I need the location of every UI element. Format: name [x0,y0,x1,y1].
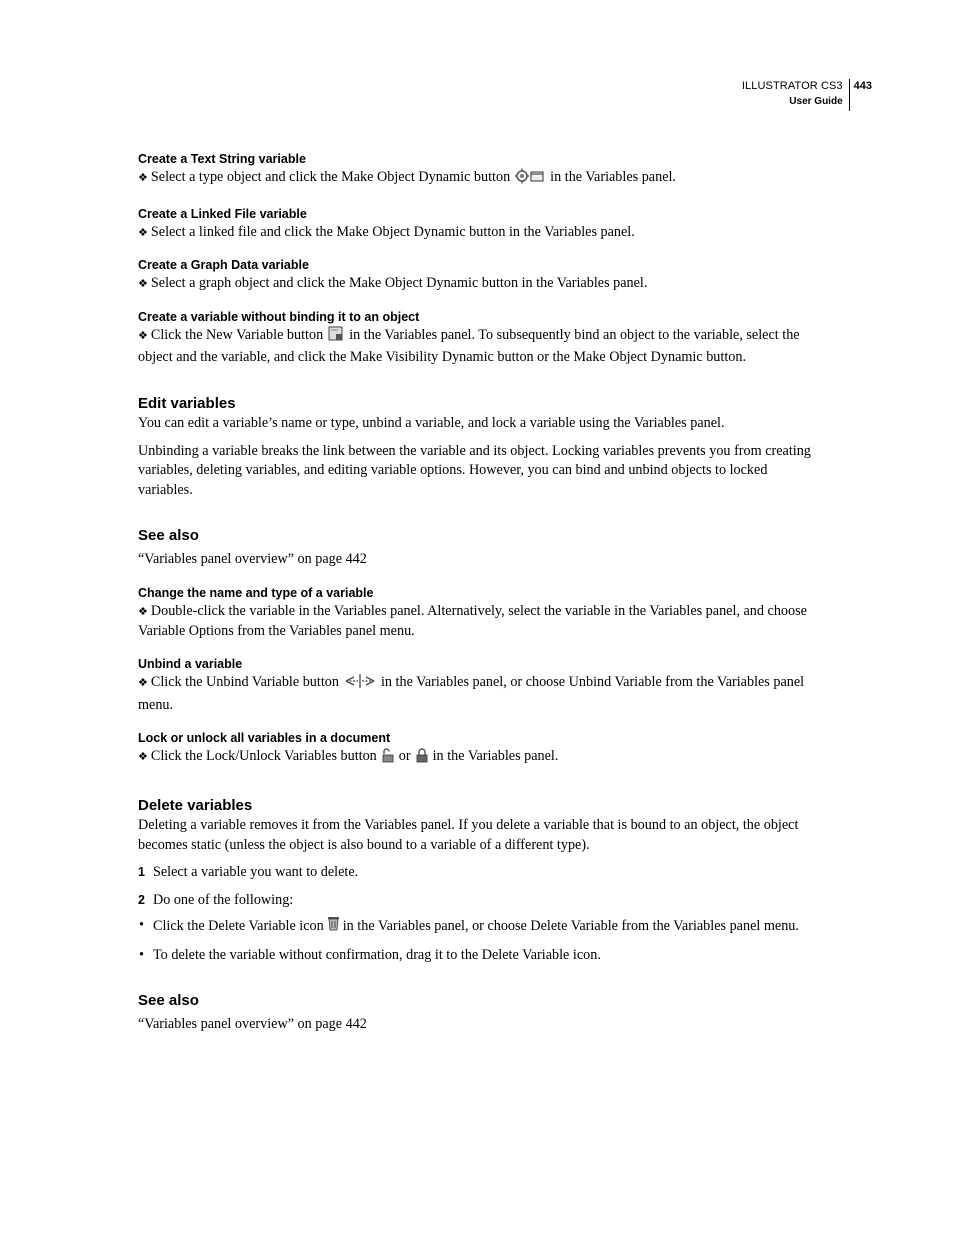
heading-delete-variables: Delete variables [138,796,253,814]
heading-see-also: See also [138,527,199,545]
page-number: 443 [853,80,872,92]
step-change-name [138,602,818,641]
step-marker: ❖ [138,750,148,764]
step-marker: ❖ [138,225,148,239]
subhead-no-binding: Create a variable without binding it to an object [138,309,420,324]
step-text: Select a graph object and click the Make Object Dynamic button in the Variables panel. [150,275,648,292]
step-text: in the Variables panel. [432,748,559,765]
subhead-change-name: Change the name and type of a variable [138,585,374,600]
step-linked-file [138,223,818,243]
running-header [742,79,872,111]
bullet-text: in the Variables panel, or choose Delete Variable from the Variables panel menu. [342,918,799,935]
numbered-step [138,891,818,911]
guide-name: User Guide [789,96,843,107]
step-text: in the Variables panel. To subsequently bind an object to the variable, select the object and the variable, and click the Make Visibility Dynamic button or the Make Object Dynamic button. [138,326,800,366]
paragraph: Unbinding a variable breaks the link between the variable and its object. Locking variables prevents you from creating variables, deleting variables, and editing variable options. However, you can bind and unbind objects to locked variables. [138,442,811,498]
subhead-linked-file: Create a Linked File variable [138,206,307,221]
bullet-text: To delete the variable without confirmation, drag it to the Delete Variable icon. [153,946,601,963]
step-text: Double-click the variable in the Variables panel. Alternatively, select the variable in the Variables panel, and choose Variable Options from the Variables panel menu. [138,602,807,639]
paragraph: You can edit a variable’s name or type, unbind a variable, and lock a variable using the Variables panel. [138,414,725,431]
subhead-text-string: Create a Text String variable [138,152,306,166]
step-marker: ❖ [138,604,148,618]
step-text: in the Variables panel. [550,169,676,185]
bullet-dot: • [139,946,144,963]
step-text: Select a type object and click the Make Object Dynamic button [150,169,511,185]
product-name: ILLUSTRATOR CS3 [741,80,843,92]
numbered-step [138,863,818,883]
step-graph-data [138,274,818,294]
cross-reference-link[interactable]: “Variables panel overview” on page 442 [138,551,367,568]
running-header-titles [742,79,850,111]
step-text: Click the Unbind Variable button [150,674,339,691]
cross-reference-link[interactable]: “Variables panel overview” on page 442 [138,1016,367,1033]
unbind-variable-icon [344,673,376,696]
bullet-dot: • [139,917,144,934]
step-marker: ❖ [138,171,148,184]
step-text: Click the New Variable button [150,326,324,343]
lock-variables-icon [416,748,428,770]
step-text: or [398,748,411,765]
step-no-binding [138,326,818,368]
paragraph: Deleting a variable removes it from the Variables panel. If you delete a variable that is bound to an object, the object becomes static (unless the object is also bound to a variable of a different type). [138,816,799,853]
step-marker: ❖ [138,676,148,690]
step-number: 2 [138,892,145,907]
heading-see-also: See also [138,992,199,1010]
bullet-item [138,916,818,938]
bullet-item [138,946,818,966]
subhead-lock: Lock or unlock all variables in a document [138,731,391,746]
new-variable-icon [328,326,344,349]
step-text: Select a linked file and click the Make Object Dynamic button in the Variables panel. [150,223,635,240]
subhead-graph-data: Create a Graph Data variable [138,258,309,273]
delete-variable-icon [327,916,340,938]
step-text-string [138,168,818,191]
heading-edit-variables: Edit variables [138,394,236,412]
make-object-dynamic-icon [515,168,545,191]
step-number: 1 [138,865,145,880]
step-text: Do one of the following: [152,891,294,908]
step-text: in the Variables panel, or choose Unbind Variable from the Variables panel menu. [138,674,805,713]
step-unbind [138,673,818,715]
subhead-unbind: Unbind a variable [138,657,243,672]
bullet-text: Click the Delete Variable icon [153,918,324,935]
step-marker: ❖ [138,277,148,291]
step-marker: ❖ [138,328,148,342]
step-lock [138,747,818,770]
unlock-variables-icon [382,748,394,770]
step-text: Click the Lock/Unlock Variables button [150,748,377,765]
page-content [138,150,818,1035]
step-text: Select a variable you want to delete. [152,864,359,881]
